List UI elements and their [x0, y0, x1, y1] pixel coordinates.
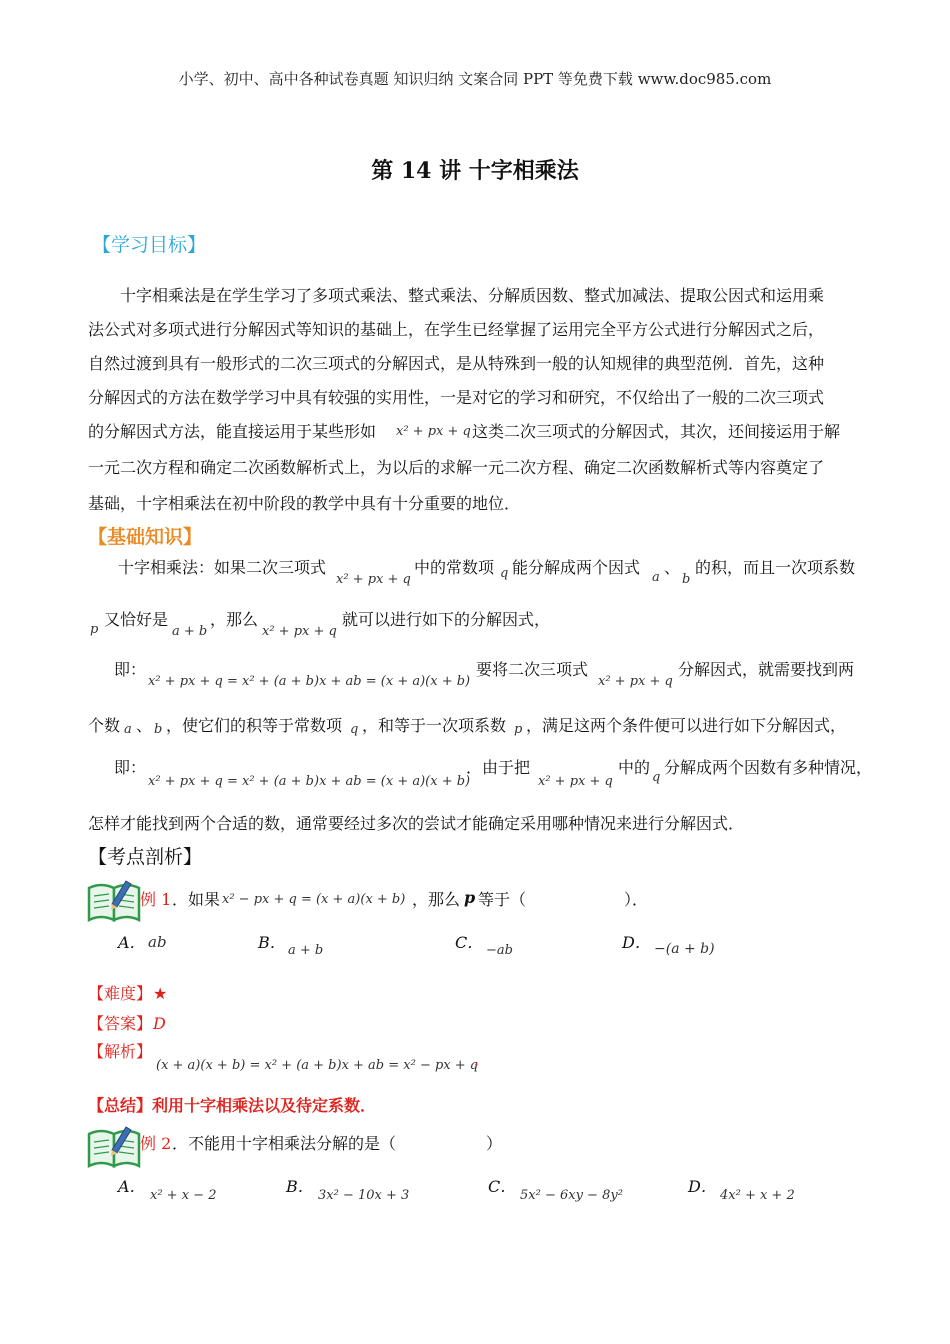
page-title: 第 14 讲 十字相乘法 — [371, 158, 579, 184]
example-2-text-a: ．不能用十字相乘法分解的是（ — [172, 1134, 397, 1153]
option-d-text: −(a + b) — [654, 941, 715, 957]
ex2-option-b-letter: B． — [286, 1177, 314, 1196]
book-pencil-icon-2 — [86, 1124, 142, 1170]
example-1-p: p — [464, 888, 476, 907]
example-2-text-b: ） — [486, 1134, 503, 1153]
analysis-label: 【解析】 — [88, 1042, 153, 1061]
intro-line-1: 十字相乘法是在学生学习了多项式乘法、整式乘法、分解质因数、整式加减法、提取公因式和运用乘 — [120, 286, 825, 305]
option-a-letter: A． — [118, 933, 146, 952]
answer-label: 【答案】 — [88, 1014, 153, 1033]
example-1-text-d: ）． — [624, 890, 649, 909]
difficulty-label: 【难度】 — [88, 984, 153, 1003]
intro-line-7: 基础，十字相乘法在初中阶段的教学中具有十分重要的地位． — [88, 494, 521, 513]
example-1-text-c: 等于（ — [478, 890, 527, 909]
ex2-option-c-letter: C． — [488, 1177, 517, 1196]
basic-1b: 中的常数项 — [414, 558, 495, 577]
basic-3c: 分解因式，就需要找到两 — [678, 660, 855, 679]
basic-1-math-4: b — [682, 572, 691, 587]
example-1-text-a: ．如果 — [172, 890, 221, 909]
ex2-option-c-text: 5x² − 6xy − 8y² — [520, 1188, 623, 1203]
basic-3-math-1: x² + px + q = x² + (a + b)x + ab = (x + a)(x + b) — [148, 674, 471, 689]
intro-line-5b: 这类二次三项式的分解因式，其次，还间接运用于解 — [472, 422, 841, 441]
section-basics: 【基础知识】 — [88, 526, 203, 548]
basic-4e: ，满足这两个条件便可以进行如下分解因式， — [526, 716, 847, 735]
intro-line-6: 一元二次方程和确定二次函数解析式上，为以后的求解一元二次方程、确定二次函数解析式等内容奠定了 — [88, 458, 825, 477]
difficulty-star-icon: ★ — [153, 984, 168, 1003]
basic-5b: ．由于把 — [466, 758, 531, 777]
option-b-text: a + b — [288, 943, 324, 958]
ex2-option-a-text: x² + x − 2 — [150, 1188, 217, 1203]
basic-1-math-1: x² + px + q — [336, 572, 411, 587]
basic-5-math-1: x² + px + q = x² + (a + b)x + ab = (x + a)(x + b) — [148, 774, 471, 789]
basic-1d: 、 — [664, 558, 681, 577]
intro-line-5a: 的分解因式方法，能直接运用于某些形如 — [88, 422, 377, 441]
answer-value: D — [153, 1014, 166, 1033]
book-pencil-icon — [86, 878, 142, 924]
basic-4-math-3: q — [350, 722, 359, 737]
basic-6: 怎样才能找到两个合适的数，通常要经过多次的尝试才能确定采用哪种情况来进行分解因式． — [88, 814, 745, 833]
basic-2a: 又恰好是 — [104, 610, 169, 629]
basic-5a: 即： — [114, 758, 147, 777]
basic-4-math-1: a — [124, 722, 132, 737]
option-d-letter: D． — [622, 933, 651, 952]
basic-2-math-1: p — [90, 622, 99, 637]
basic-1e: 的积，而且一次项系数 — [695, 558, 856, 577]
example-2-label: 例 2 — [140, 1134, 172, 1153]
analysis-dot: ． — [474, 1050, 491, 1069]
basic-4d: ，和等于一次项系数 — [362, 716, 507, 735]
example-1-equation: x² − px + q = (x + a)(x + b) — [222, 892, 406, 907]
intro-line-2: 法公式对多项式进行分解因式等知识的基础上，在学生已经掌握了运用完全平方公式进行分解因式之后， — [88, 320, 825, 339]
basic-1-math-2: q — [500, 566, 509, 581]
ex2-option-d-letter: D． — [688, 1177, 717, 1196]
basic-2-math-2: a + b — [172, 624, 208, 639]
intro-line-4: 分解因式的方法在数学学习中具有较强的实用性，一是对它的学习和研究，不仅给出了一般的二次三项式 — [88, 388, 825, 407]
basic-4-math-2: b — [154, 722, 163, 737]
basic-3-math-2: x² + px + q — [598, 674, 673, 689]
basic-2b: ，那么 — [210, 610, 259, 629]
basic-3a: 即： — [114, 660, 147, 679]
basic-1-math-3: a — [652, 570, 660, 585]
option-b-letter: B． — [258, 933, 286, 952]
summary: 【总结】利用十字相乘法以及待定系数． — [88, 1096, 377, 1115]
basic-1c: 能分解成两个因式 — [512, 558, 641, 577]
basic-3b: 要将二次三项式 — [476, 660, 589, 679]
page-header: 小学、初中、高中各种试卷真题 知识归纳 文案合同 PPT 等免费下载 www.doc985.com — [178, 70, 772, 88]
option-c-text: −ab — [486, 943, 513, 958]
example-1-label: 例 1 — [140, 890, 172, 909]
analysis-equation: (x + a)(x + b) = x² + (a + b)x + ab = x² − px + q — [156, 1058, 479, 1073]
basic-5-math-2: x² + px + q — [538, 774, 613, 789]
section-goals: 【学习目标】 — [92, 234, 207, 256]
intro-line-3: 自然过渡到具有一般形式的二次三项式的分解因式，是从特殊到一般的认知规律的典型范例．首先，这种 — [88, 354, 825, 373]
basic-2c: 就可以进行如下的分解因式， — [342, 610, 551, 629]
basic-5d: 分解成两个因数有多种情况， — [664, 758, 873, 777]
basic-4b: 、 — [136, 716, 153, 735]
ex2-option-a-letter: A． — [118, 1177, 146, 1196]
ex2-option-b-text: 3x² − 10x + 3 — [318, 1188, 410, 1203]
intro-math: x² + px + q — [396, 424, 471, 439]
option-a-text: ab — [148, 933, 167, 951]
basic-4c: ，使它们的积等于常数项 — [166, 716, 343, 735]
basic-4-math-4: p — [514, 722, 523, 737]
example-1-text-b: ，那么 — [412, 890, 461, 909]
basic-5-math-3: q — [652, 770, 661, 785]
basic-2-math-3: x² + px + q — [262, 624, 337, 639]
basic-5c: 中的 — [618, 758, 651, 777]
ex2-option-d-text: 4x² + x + 2 — [720, 1188, 795, 1203]
option-c-letter: C． — [455, 933, 484, 952]
section-analysis: 【考点剖析】 — [88, 846, 203, 868]
basic-1a: 十字相乘法：如果二次三项式 — [118, 558, 327, 577]
basic-4a: 个数 — [88, 716, 121, 735]
